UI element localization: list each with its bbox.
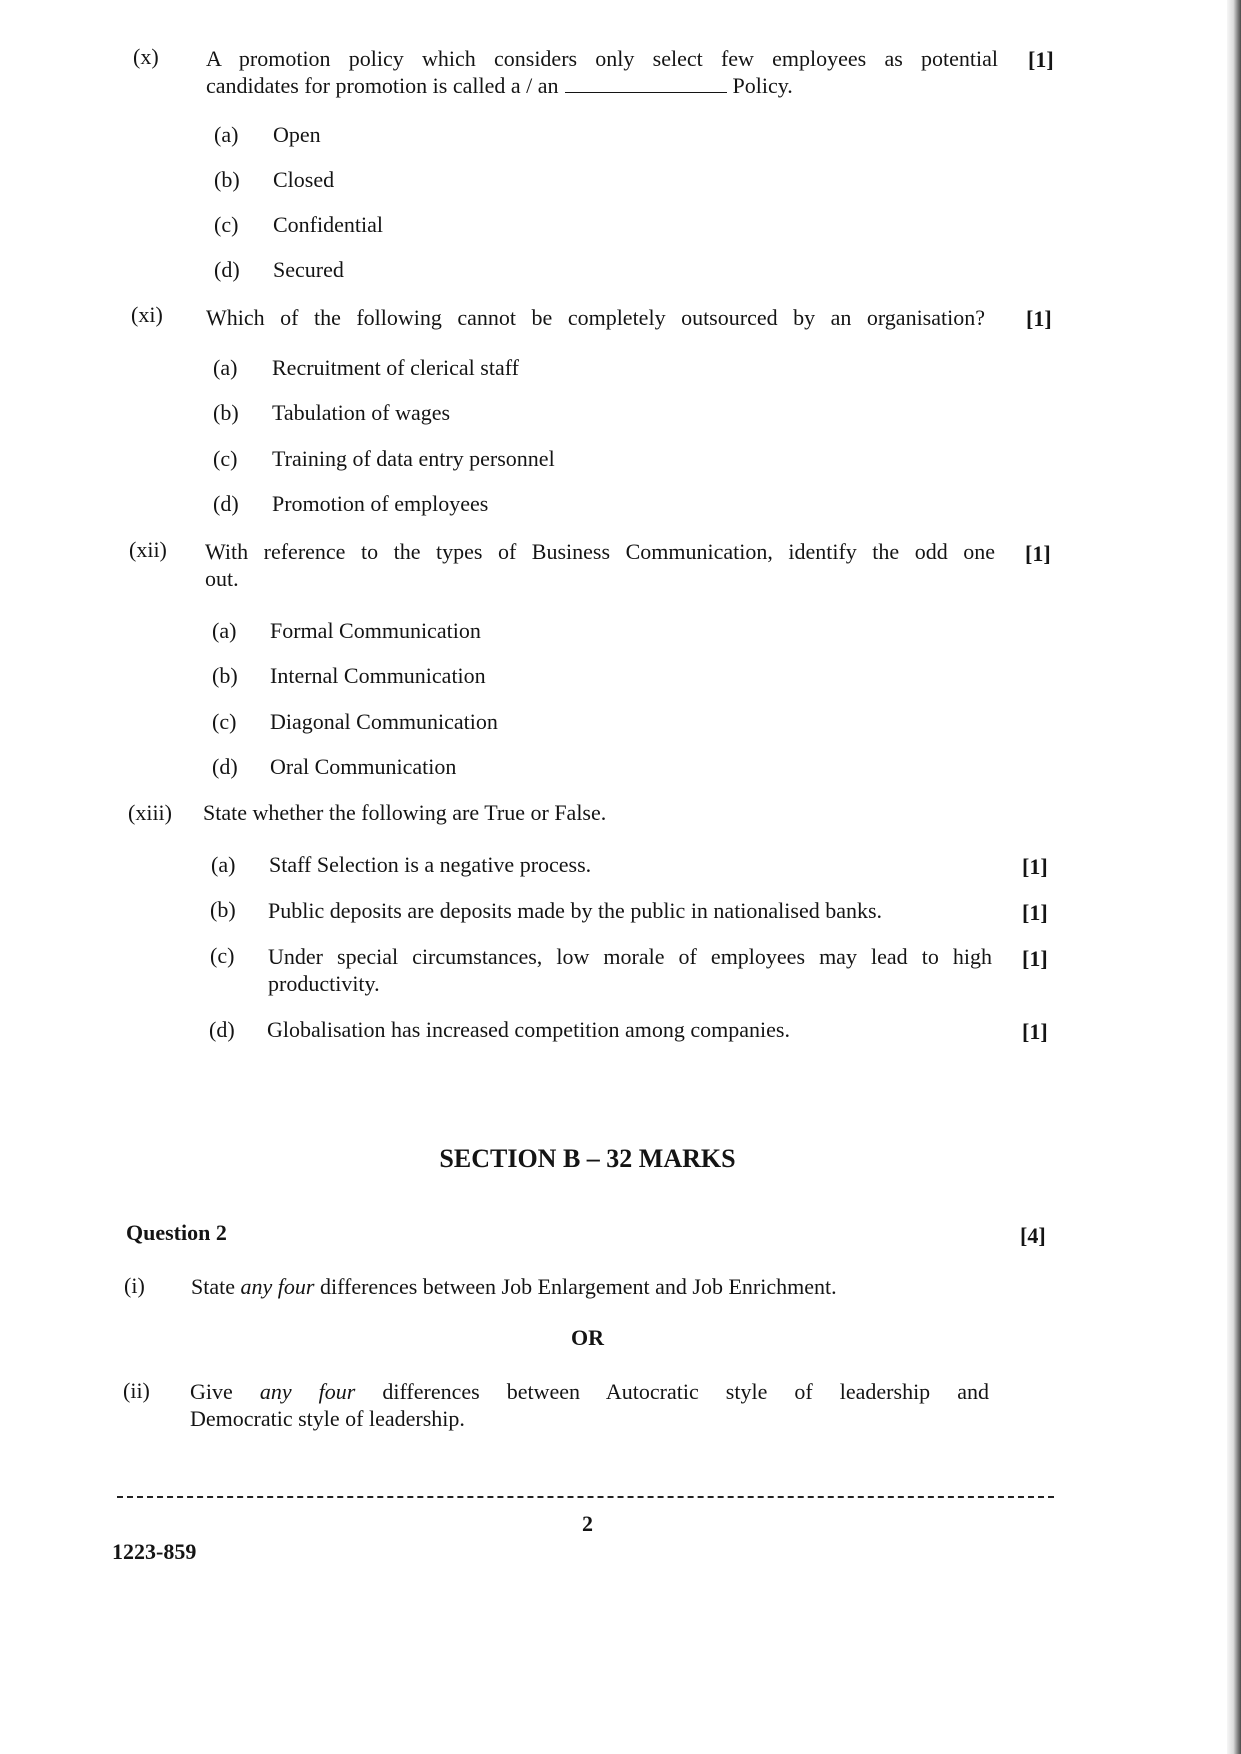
question-text-line <box>191 1273 837 1300</box>
emphasis-text: any four <box>240 1274 315 1299</box>
option-label: (d) <box>213 491 239 516</box>
fill-in-blank <box>565 74 727 93</box>
question-text-segment: candidates for promotion is called a / an <box>206 73 559 98</box>
option-text: Secured <box>273 257 344 282</box>
item-text: productivity. <box>268 971 380 996</box>
question-number: (ii) <box>123 1378 150 1403</box>
section-title: SECTION B – 32 MARKS <box>439 1144 736 1173</box>
marks-badge: [1] <box>1025 541 1051 566</box>
question-text-segment: Policy. <box>732 73 793 98</box>
question-text-line: Democratic style of leadership. <box>190 1406 465 1431</box>
option-label: (a) <box>214 122 239 147</box>
option-label: (c) <box>214 212 239 237</box>
option-label: (c) <box>212 709 237 734</box>
marks-badge: [1] <box>1022 900 1048 925</box>
option-label: (a) <box>212 618 237 643</box>
item-text: Globalisation has increased competition among companies. <box>267 1017 790 1042</box>
question-text-segment: differences between Autocratic style of leadership and <box>382 1379 989 1404</box>
marks-badge: [4] <box>1020 1223 1046 1248</box>
option-text: Tabulation of wages <box>272 400 451 425</box>
option-label: (d) <box>214 257 240 282</box>
item-label: (d) <box>209 1017 235 1042</box>
option-label: (c) <box>213 446 238 471</box>
option-text: Recruitment of clerical staff <box>272 355 519 380</box>
marks-badge: [1] <box>1022 946 1048 971</box>
question-text-segment: State <box>191 1274 235 1299</box>
option-text: Oral Communication <box>270 754 457 779</box>
question-text-line <box>190 1378 989 1405</box>
marks-badge: [1] <box>1022 854 1048 879</box>
question-text-line: Which of the following cannot be completely outsourced by an organisation? <box>206 305 985 330</box>
option-text: Confidential <box>273 212 383 237</box>
option-text: Internal Communication <box>270 663 486 688</box>
paper-code: 1223-859 <box>112 1539 197 1564</box>
item-text: Staff Selection is a negative process. <box>269 852 592 877</box>
emphasis-text: any four <box>259 1379 356 1404</box>
question-text-line: out. <box>205 566 239 591</box>
option-text: Diagonal Communication <box>270 709 498 734</box>
question-number: (xiii) <box>128 800 172 825</box>
option-text: Training of data entry personnel <box>272 446 555 471</box>
option-label: (b) <box>214 167 240 192</box>
option-label: (d) <box>212 754 238 779</box>
question-text-line: State whether the following are True or False. <box>203 800 607 825</box>
marks-badge: [1] <box>1028 47 1054 72</box>
option-text: Formal Communication <box>270 618 481 643</box>
item-label: (c) <box>210 943 235 968</box>
page-number: 2 <box>582 1511 593 1536</box>
question-text-segment: Give <box>190 1379 233 1404</box>
page-edge-shadow <box>1227 0 1241 1754</box>
question-text-line: With reference to the types of Business Communication, identify the odd one <box>205 539 995 564</box>
question-number: (xi) <box>131 302 163 327</box>
question-text-line: A promotion policy which considers only select few employees as potential <box>206 46 998 71</box>
option-text: Open <box>273 122 321 147</box>
question-text-segment: differences between Job Enlargement and Job Enrichment. <box>319 1274 837 1299</box>
option-text: Closed <box>273 167 335 192</box>
footer-divider <box>117 1496 1054 1498</box>
option-label: (b) <box>213 400 239 425</box>
option-label: (b) <box>212 663 238 688</box>
option-text: Promotion of employees <box>272 491 489 516</box>
item-text: Public deposits are deposits made by the public in nationalised banks. <box>268 898 883 923</box>
marks-badge: [1] <box>1022 1019 1048 1044</box>
option-label: (a) <box>213 355 238 380</box>
item-text: Under special circumstances, low morale of employees may lead to high <box>268 944 992 969</box>
question-number: (i) <box>124 1273 145 1298</box>
item-label: (b) <box>210 897 236 922</box>
item-label: (a) <box>211 852 236 877</box>
question-text-line <box>206 72 793 99</box>
or-separator: OR <box>571 1325 604 1350</box>
question-number: (xii) <box>129 537 167 562</box>
question-heading: Question 2 <box>126 1220 227 1245</box>
marks-badge: [1] <box>1026 306 1052 331</box>
question-number: (x) <box>133 44 159 69</box>
